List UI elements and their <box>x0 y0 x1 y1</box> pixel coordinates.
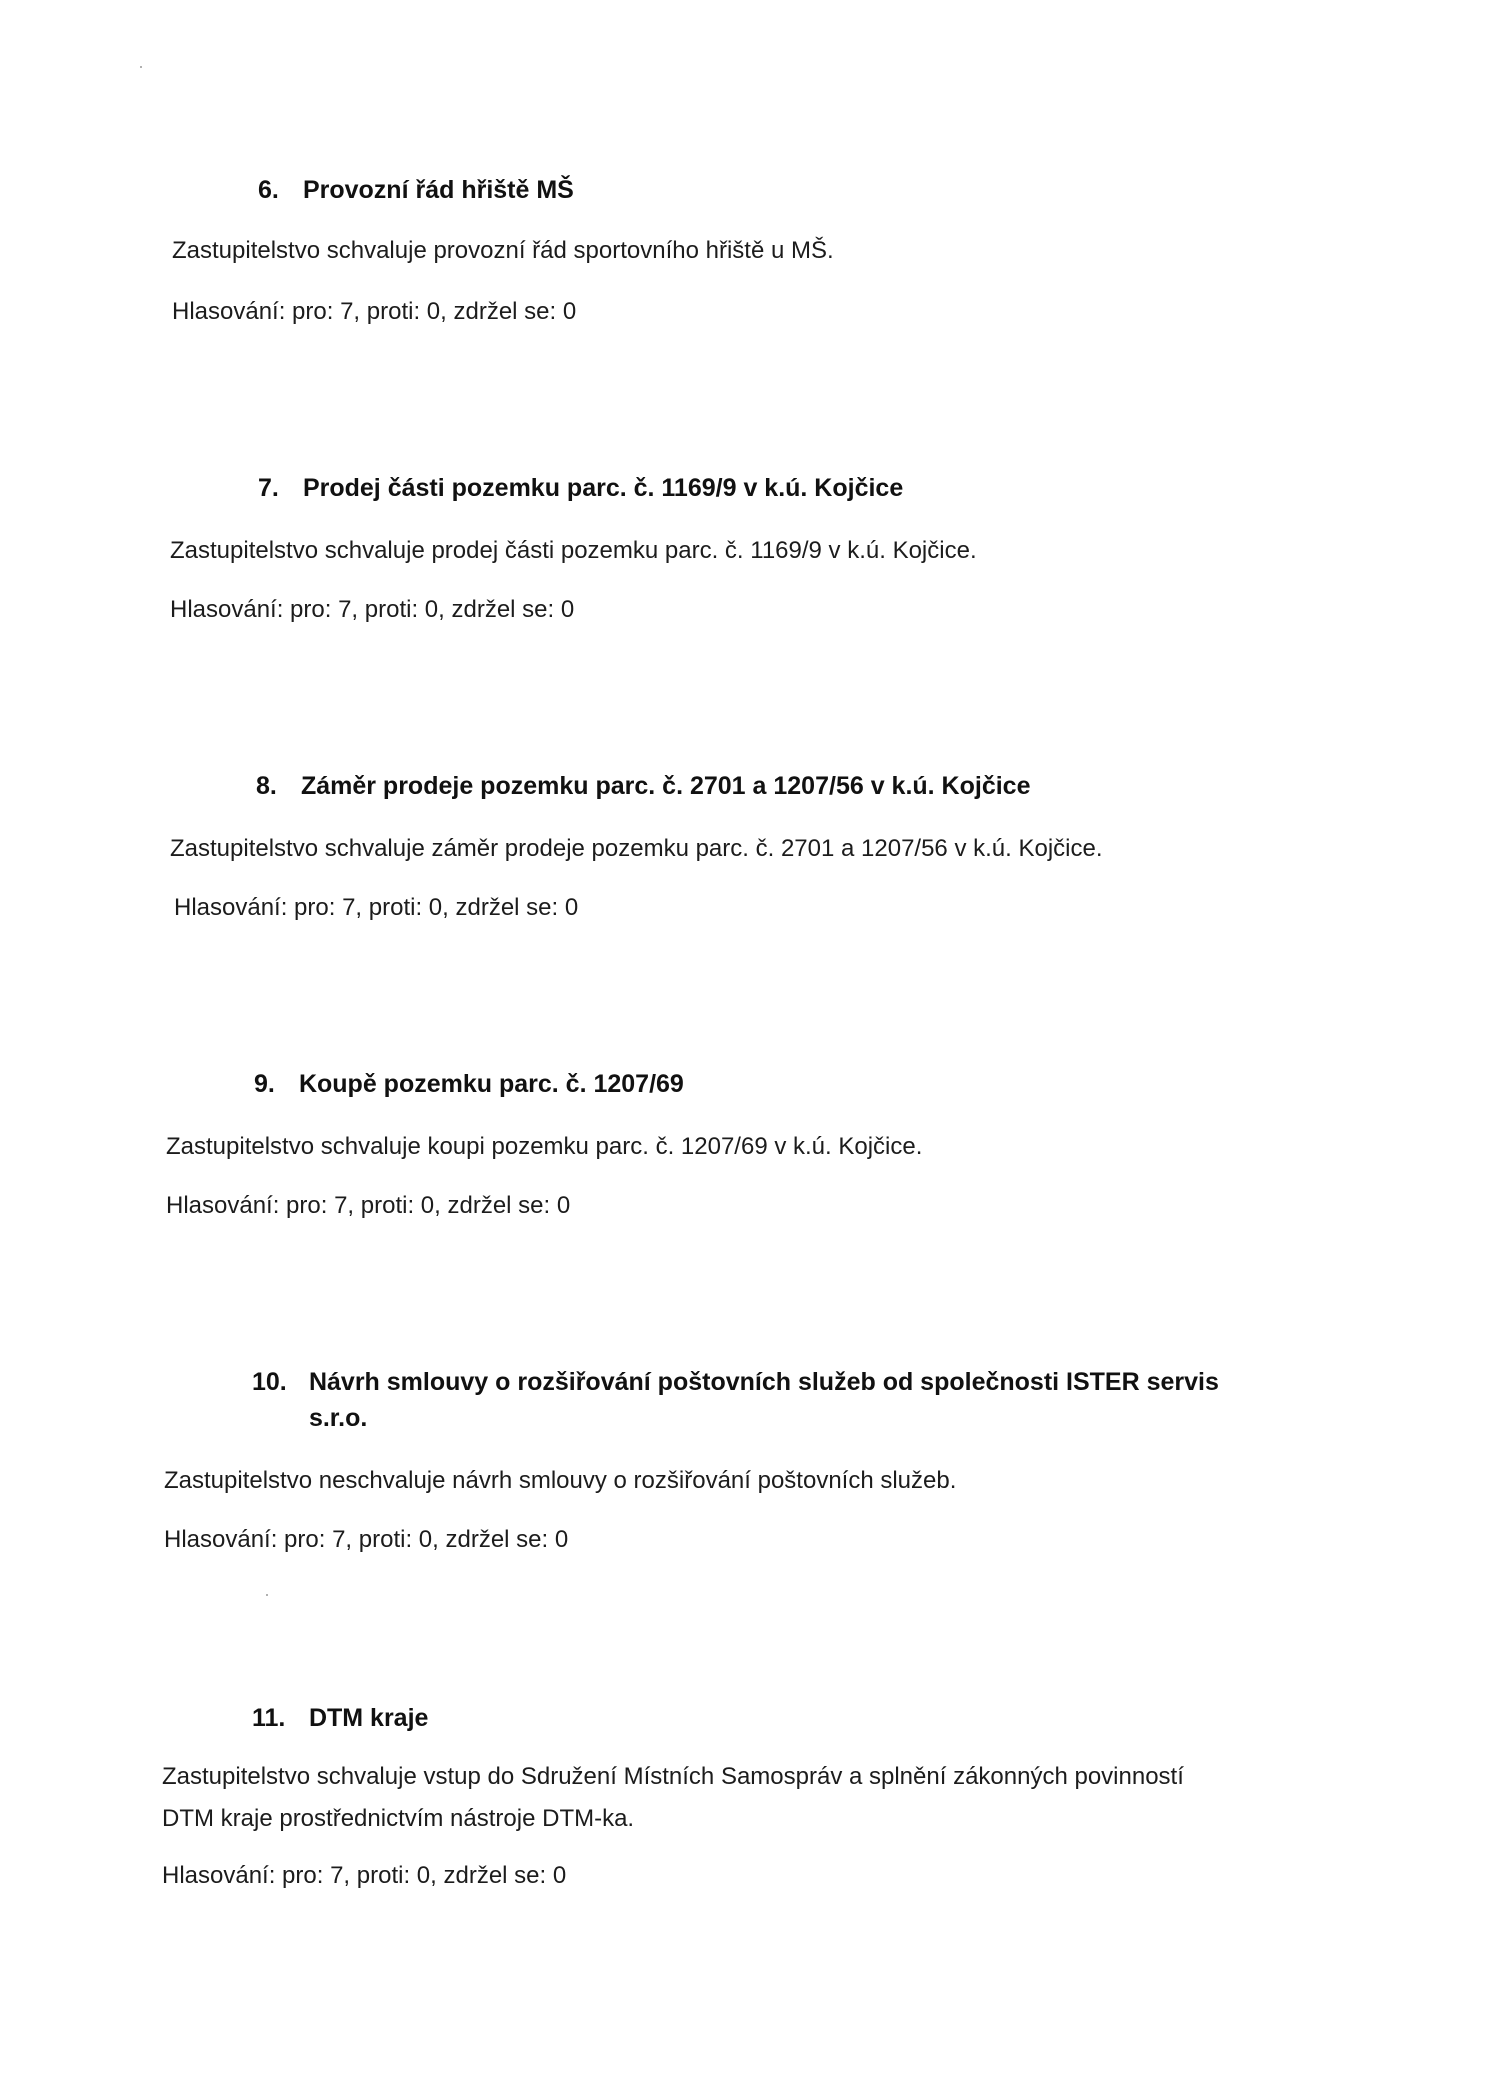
item-vote-result: Hlasování: pro: 7, proti: 0, zdržel se: 0 <box>174 894 579 921</box>
item-resolution-text: Zastupitelstvo schvaluje záměr prodeje pozemku parc. č. 2701 a 1207/56 v k.ú. Kojčice. <box>170 835 1103 862</box>
item-heading <box>252 1700 428 1736</box>
item-title: Prodej části pozemku parc. č. 1169/9 v k.ú. Kojčice <box>302 474 904 502</box>
item-resolution-text: Zastupitelstvo schvaluje koupi pozemku parc. č. 1207/69 v k.ú. Kojčice. <box>166 1133 923 1160</box>
item-number: 9. <box>254 1070 275 1098</box>
item-title: Návrh smlouvy o rozšiřování poštovních služeb od společnosti ISTER servis s.r.o. <box>308 1368 1219 1432</box>
item-vote-result: Hlasování: pro: 7, proti: 0, zdržel se: 0 <box>166 1192 571 1219</box>
item-number: 10. <box>252 1368 287 1396</box>
scan-speck <box>266 1594 268 1596</box>
item-title: DTM kraje <box>308 1704 429 1732</box>
item-vote-result: Hlasování: pro: 7, proti: 0, zdržel se: 0 <box>164 1526 569 1553</box>
item-vote-result: Hlasování: pro: 7, proti: 0, zdržel se: 0 <box>170 596 575 623</box>
item-title: Záměr prodeje pozemku parc. č. 2701 a 1207/56 v k.ú. Kojčice <box>300 772 1031 800</box>
item-vote-result: Hlasování: pro: 7, proti: 0, zdržel se: 0 <box>162 1862 567 1889</box>
item-title: Koupě pozemku parc. č. 1207/69 <box>298 1070 684 1098</box>
item-number: 8. <box>256 772 277 800</box>
item-resolution-text: Zastupitelstvo schvaluje provozní řád sportovního hřiště u MŠ. <box>172 237 834 264</box>
item-number: 7. <box>258 474 279 502</box>
item-number: 11. <box>252 1704 286 1732</box>
item-heading <box>252 1364 1249 1436</box>
item-resolution-text: Zastupitelstvo schvaluje vstup do Sdružení Místních Samospráv a splnění zákonných povinností DTM kraje prostřednictvím nástroje DTM-ka. <box>162 1763 1184 1832</box>
item-resolution-text: Zastupitelstvo neschvaluje návrh smlouvy o rozšiřování poštovních služeb. <box>164 1467 957 1494</box>
item-heading <box>254 1066 684 1102</box>
item-heading <box>256 768 1030 804</box>
item-title: Provozní řád hřiště MŠ <box>302 176 574 204</box>
item-heading <box>258 172 574 208</box>
item-number: 6. <box>258 176 279 204</box>
scan-speck <box>140 66 142 68</box>
item-heading <box>258 470 903 506</box>
item-resolution-text: Zastupitelstvo schvaluje prodej části pozemku parc. č. 1169/9 v k.ú. Kojčice. <box>170 537 977 564</box>
item-vote-result: Hlasování: pro: 7, proti: 0, zdržel se: 0 <box>172 298 577 325</box>
